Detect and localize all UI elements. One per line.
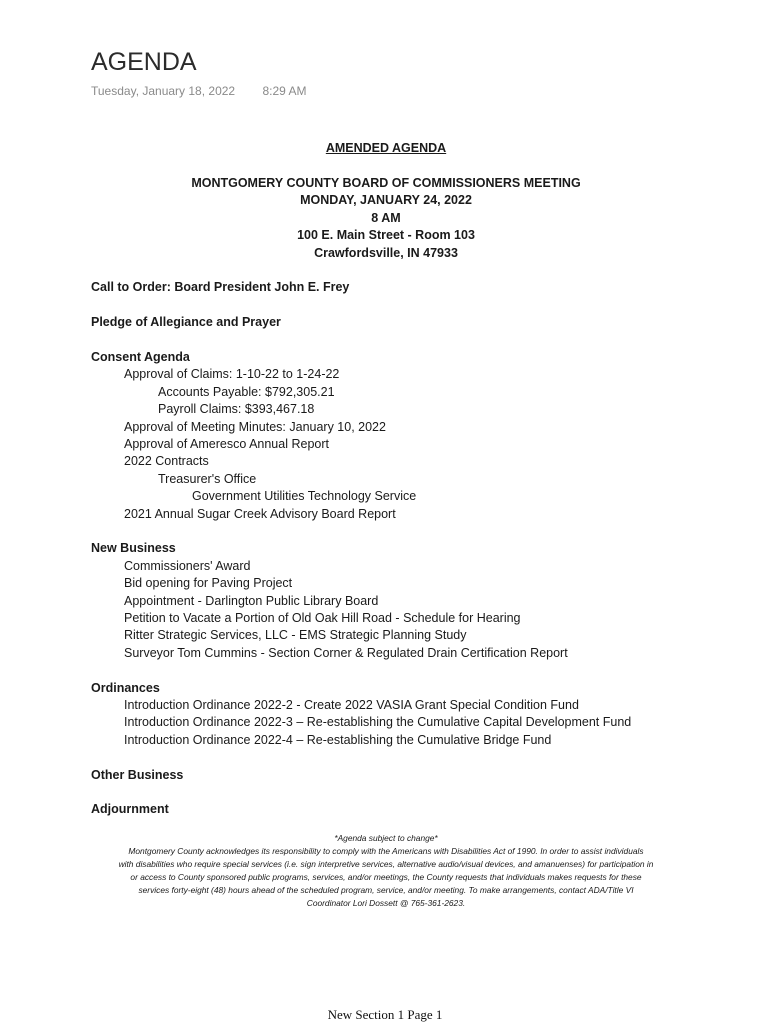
agenda-item: Approval of Claims: 1-10-22 to 1-24-22 <box>124 367 340 382</box>
amended-agenda-heading: AMENDED AGENDA <box>325 141 447 155</box>
agenda-item: Petition to Vacate a Portion of Old Oak Hill Road - Schedule for Hearing <box>124 611 521 626</box>
ada-line: Coordinator Lori Dossett @ 765-361-2623. <box>306 898 466 908</box>
agenda-item: Introduction Ordinance 2022-4 – Re-establishing the Cumulative Bridge Fund <box>124 732 552 747</box>
meeting-date: MONDAY, JANUARY 24, 2022 <box>300 193 472 207</box>
agenda-item: Introduction Ordinance 2022-2 - Create 2022 VASIA Grant Special Condition Fund <box>124 698 579 713</box>
meeting-time: 8 AM <box>371 210 401 225</box>
ordinances-section <box>91 680 681 750</box>
page-time: 8:29 AM <box>262 84 307 98</box>
agenda-subitem: Treasurer's Office <box>158 471 257 486</box>
consent-agenda-section <box>91 349 681 523</box>
agenda-item: Appointment - Darlington Public Library Board <box>124 593 379 608</box>
agenda-item: Commissioners' Award <box>124 558 251 573</box>
adjournment-heading: Adjournment <box>91 802 169 817</box>
call-to-order: Call to Order: Board President John E. Frey <box>91 280 350 295</box>
subject-to-change-note: *Agenda subject to change* <box>334 833 438 843</box>
agenda-subitem: Accounts Payable: $792,305.21 <box>158 384 335 399</box>
meeting-city: Crawfordsville, IN 47933 <box>314 245 458 260</box>
ada-line: services forty-eight (48) hours ahead of the scheduled program, service, and/or meeting. To make arrangements, contact ADA/Title VI <box>138 885 634 895</box>
agenda-item: Bid opening for Paving Project <box>124 576 293 591</box>
meeting-name: MONTGOMERY COUNTY BOARD OF COMMISSIONERS MEETING <box>191 175 581 190</box>
agenda-item: Approval of Meeting Minutes: January 10, 2022 <box>124 419 386 434</box>
agenda-subitem: Government Utilities Technology Service <box>192 489 417 504</box>
agenda-item: Introduction Ordinance 2022-3 – Re-establishing the Cumulative Capital Development Fund <box>124 715 632 730</box>
ada-line: Montgomery County acknowledges its responsibility to comply with the Americans with Disabilities Act of 1990. In order to assist individuals <box>128 846 644 856</box>
agenda-item: Surveyor Tom Cummins - Section Corner & Regulated Drain Certification Report <box>124 645 568 660</box>
agenda-subitem: Payroll Claims: $393,467.18 <box>158 402 315 417</box>
page-number-footer: New Section 1 Page 1 <box>327 1007 443 1022</box>
new-business-heading: New Business <box>91 541 176 556</box>
ada-line: with disabilities who require special services (i.e. sign interpretive services, alternative audio/visual devices, and amanuenses) for participation in <box>118 859 654 869</box>
ordinances-heading: Ordinances <box>91 680 160 695</box>
meeting-info <box>91 175 681 263</box>
agenda-document <box>91 140 681 819</box>
other-business-heading: Other Business <box>91 767 184 782</box>
agenda-item: Approval of Ameresco Annual Report <box>124 437 329 452</box>
ada-notice <box>91 832 681 910</box>
page-meta <box>91 84 306 98</box>
pledge-heading: Pledge of Allegiance and Prayer <box>91 315 281 330</box>
agenda-item: 2022 Contracts <box>124 454 209 469</box>
agenda-item: 2021 Annual Sugar Creek Advisory Board Report <box>124 506 396 521</box>
new-business-section <box>91 540 681 662</box>
agenda-item: Ritter Strategic Services, LLC - EMS Strategic Planning Study <box>124 628 467 643</box>
ada-line: or access to County sponsored public programs, services, and/or meetings, the County requests that individuals makes requests for these <box>130 872 642 882</box>
page-date: Tuesday, January 18, 2022 <box>91 84 236 98</box>
page-title: AGENDA <box>91 48 197 76</box>
meeting-address: 100 E. Main Street - Room 103 <box>297 228 475 242</box>
consent-agenda-heading: Consent Agenda <box>91 349 190 364</box>
